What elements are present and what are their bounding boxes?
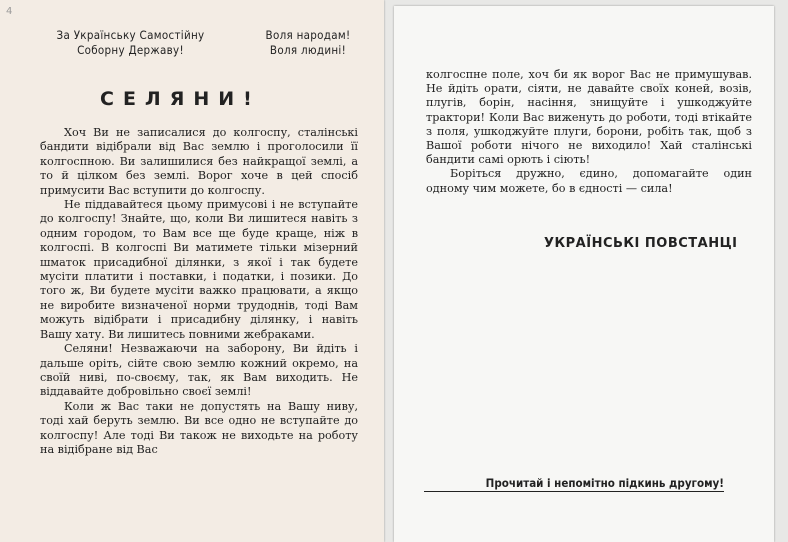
slogan-right-line1: Воля народам! <box>265 28 351 42</box>
leaflet-page-right <box>394 6 774 542</box>
corner-mark: 4 <box>6 6 13 17</box>
leaflet-heading: СЕЛЯНИ! <box>100 88 261 110</box>
leaflet-page-left <box>0 0 384 542</box>
paragraph: Не піддавайтеся цьому примусові і не вступайте до колгоспу! Знайте, що, коли Ви лишитеся навіть з одним городом, то Вам все ще буде краще, ніж в колгоспі. В колгоспі Ви матимете тільки мізерний шматок присадибної ділянки, з якої і так будете мусіти платити і поставки, і податки, і позики. До того ж, Ви будете мусіти важко працювати, а якщо не виробите визначеної норми трудоднів, тоді Вам можуть відібрати і присадибну ділянку, і навіть Вашу хату. Ви лишитесь повними жебраками. <box>40 198 358 341</box>
slogan-left-line1: За Українську Самостійну <box>56 28 205 42</box>
slogan-left-line2: Соборну Державу! <box>77 43 184 57</box>
slogan-right-line2: Воля людині! <box>269 43 347 57</box>
paragraph: Хоч Ви не записалися до колгоспу, сталінські бандити відібрали від Вас землю і проголосили її колгоспною. Ви залишилися без найкращої землі, а то й цілком без землі. Ворог хоче в цей спосіб примусити Вас вступити до колгоспу. <box>40 126 358 197</box>
paragraph: колгоспне поле, хоч би як ворог Вас не примушував. Не йдіть орати, сіяти, не давайте своїх коней, возів, плугів, борін, насіння, знищуйте і ушкоджуйте трактори! Коли Вас виженуть до роботи, тоді втікайте з поля, ушкоджуйте плуги, борони, робіть так, щоб з Вашої роботи нічого не виходило! Хай сталінські бандити самі орють і сіють! <box>426 68 752 167</box>
paragraph: Селяни! Незважаючи на заборону, Ви йдіть і дальше оріть, сійте свою землю кожний окремо, на своїй ниві, по-своєму, так, як Вам виходить. Не віддавайте добровільно своєї землі! <box>40 342 358 399</box>
paragraph: Боріться дружно, єдино, допомагайте один одному чим можете, бо в єдності — сила! <box>426 167 752 195</box>
signature: УКРАЇНСЬКІ ПОВСТАНЦІ <box>544 236 738 251</box>
paragraph: Коли ж Вас таки не допустять на Вашу ниву, тоді хай беруть землю. Ви все одно не вступайте до колгоспу! Але тоді Ви також не виходьте на роботу на відібране від Вас <box>40 399 358 456</box>
slogan-left <box>38 28 223 58</box>
slogan-right <box>248 28 368 58</box>
body-text-left <box>40 126 358 457</box>
footer-instruction: Прочитай і непомітно підкинь другому! <box>424 476 724 492</box>
body-text-right <box>426 68 752 196</box>
